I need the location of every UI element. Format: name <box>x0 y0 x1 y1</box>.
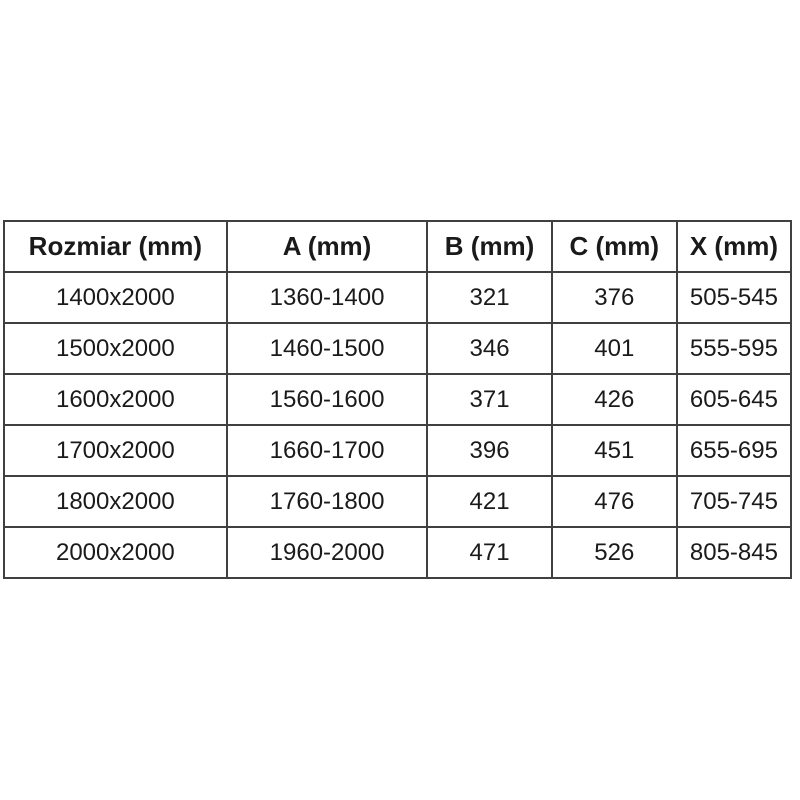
dimensions-table <box>3 220 792 579</box>
table-cell-rozmiar: 1400x2000 <box>4 272 227 323</box>
table-cell-x: 655-695 <box>677 425 791 476</box>
table-row <box>4 272 791 323</box>
table-cell-b: 346 <box>427 323 551 374</box>
column-header-rozmiar: Rozmiar (mm) <box>4 221 227 272</box>
table-header-row <box>4 221 791 272</box>
column-header-x: X (mm) <box>677 221 791 272</box>
table-cell-x: 505-545 <box>677 272 791 323</box>
table-cell-c: 426 <box>552 374 677 425</box>
table-cell-b: 396 <box>427 425 551 476</box>
table-cell-b: 471 <box>427 527 551 578</box>
column-header-a: A (mm) <box>227 221 428 272</box>
table-cell-a: 1960-2000 <box>227 527 428 578</box>
table-cell-a: 1760-1800 <box>227 476 428 527</box>
table-row <box>4 476 791 527</box>
table-cell-rozmiar: 1600x2000 <box>4 374 227 425</box>
table-cell-c: 376 <box>552 272 677 323</box>
column-header-b: B (mm) <box>427 221 551 272</box>
column-header-c: C (mm) <box>552 221 677 272</box>
table-cell-b: 421 <box>427 476 551 527</box>
table-cell-c: 451 <box>552 425 677 476</box>
table-cell-b: 371 <box>427 374 551 425</box>
table-row <box>4 374 791 425</box>
table-row <box>4 527 791 578</box>
table-cell-rozmiar: 1500x2000 <box>4 323 227 374</box>
table-cell-rozmiar: 2000x2000 <box>4 527 227 578</box>
table-cell-c: 476 <box>552 476 677 527</box>
table-cell-x: 555-595 <box>677 323 791 374</box>
table-cell-c: 401 <box>552 323 677 374</box>
table-cell-a: 1360-1400 <box>227 272 428 323</box>
table-cell-a: 1660-1700 <box>227 425 428 476</box>
table-cell-x: 705-745 <box>677 476 791 527</box>
table-cell-b: 321 <box>427 272 551 323</box>
table-row <box>4 425 791 476</box>
table-cell-a: 1460-1500 <box>227 323 428 374</box>
table-cell-rozmiar: 1700x2000 <box>4 425 227 476</box>
table-row <box>4 323 791 374</box>
table-cell-x: 605-645 <box>677 374 791 425</box>
table-cell-a: 1560-1600 <box>227 374 428 425</box>
table-cell-x: 805-845 <box>677 527 791 578</box>
table-cell-c: 526 <box>552 527 677 578</box>
table-cell-rozmiar: 1800x2000 <box>4 476 227 527</box>
